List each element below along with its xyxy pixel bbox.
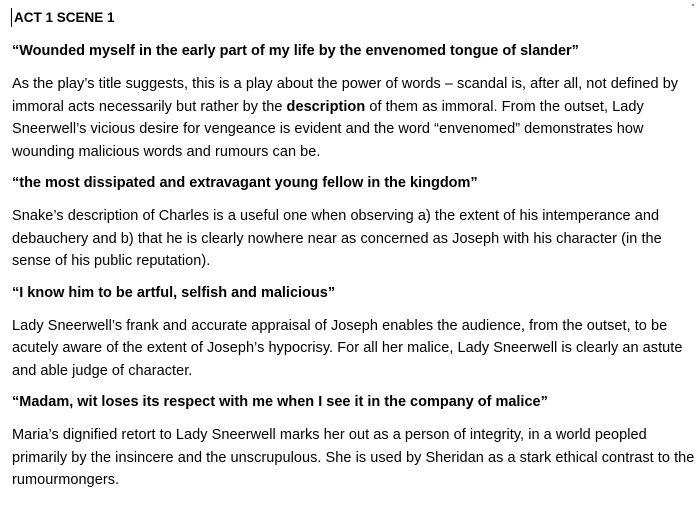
paragraph-1-after: of them as immoral. From the outset, Lady Sneerwell’s vicious desire for vengeance is evident and the word “envenomed” demonstrates how wounding malicious words and rumours can be. xyxy=(12,98,644,160)
quote-2: “the most dissipated and extravagant young fellow in the kingdom” xyxy=(12,175,478,191)
quote-3: “I know him to be artful, selfish and malicious” xyxy=(12,284,336,301)
paragraph-1-before: As the play’s title suggests, this is a play about the power of words – scandal is, after all, not defined by immoral acts necessarily but rather by the xyxy=(12,76,679,115)
quote-1: “Wounded myself in the early part of my life by the envenomed tongue of slander” xyxy=(12,43,579,59)
corner-marker xyxy=(692,4,694,6)
paragraph-1-emphasis: description xyxy=(286,98,366,115)
paragraph-3: Lady Sneerwell’s frank and accurate appraisal of Joseph enables the audience, from the outset, to be acutely aware of the extent of Joseph’s hypocrisy. For all her malice, Lady Sneerwell is clearly an astute and able judge of character. xyxy=(12,317,683,379)
quote-4: “Madam, wit loses its respect with me when I see it in the company of malice” xyxy=(12,394,548,410)
document-heading: ACT 1 SCENE 1 xyxy=(14,10,115,25)
document-body[interactable] xyxy=(12,8,696,502)
paragraph-1 xyxy=(12,73,696,163)
paragraph-2: Snake’s description of Charles is a useful one when observing a) the extent of his intemperance and debauchery and b) that he is clearly nowhere near as concerned as Joseph with his character (in the sense of his public reputation). xyxy=(12,208,662,269)
paragraph-4: Maria’s dignified retort to Lady Sneerwell marks her out as a person of integrity, in a world peopled primarily by the insincere and the unscrupulous. She is used by Sheridan as a stark ethical contrast to the rumourmongers. xyxy=(12,427,695,488)
